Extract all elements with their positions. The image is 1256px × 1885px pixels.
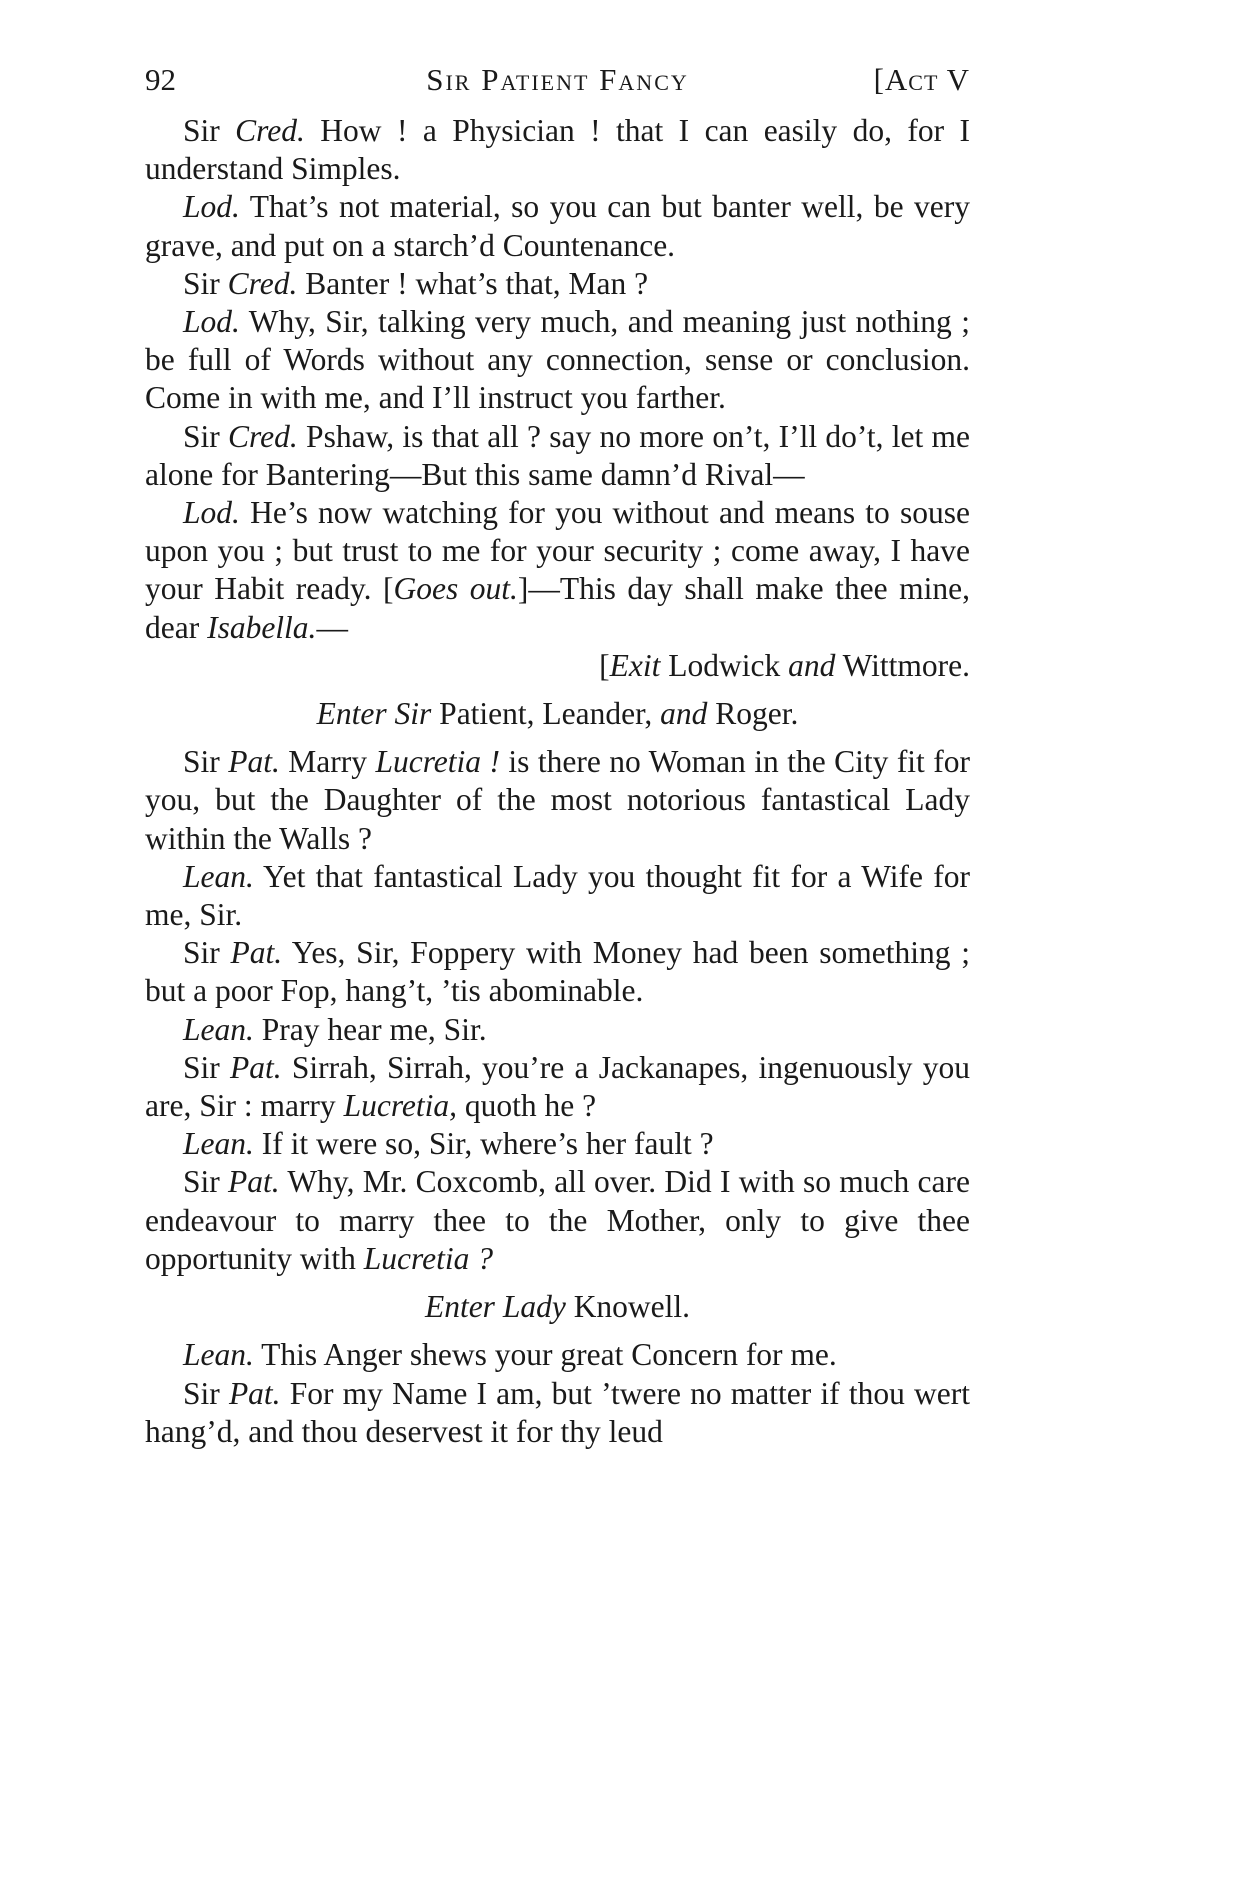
character-name: Isabella. [207, 609, 317, 645]
entrance-direction-1: Enter Sir Patient, Leander, and Roger. [316, 696, 799, 732]
speaker-name: Lod. [183, 189, 240, 225]
speech-sir-cred-3: Sir Cred. Pshaw, is that all ? say no more on’t, I’ll do’t, let me alone for Bantering—But this same damn’d Rival— [145, 418, 970, 492]
running-header [145, 62, 970, 106]
speaker-name: Lean. [183, 1126, 254, 1162]
speaker-name: Pat. [228, 744, 280, 780]
speaker-name: Lean. [183, 858, 254, 894]
page-number: 92 [145, 62, 176, 97]
stage-direction: Goes out. [393, 571, 518, 607]
speaker-name: Pat. [228, 1375, 281, 1411]
speech-sir-pat-1: Sir Pat. Marry Lucretia ! is there no Woman in the City fit for you, but the Daughter of the most notorious fantastical Lady within the Walls ? [145, 744, 970, 856]
act-label: [Act V [873, 62, 970, 97]
entrance-direction-2: Enter Lady Knowell. [424, 1289, 691, 1325]
speech-lean-2: Lean. Pray hear me, Sir. [183, 1011, 487, 1047]
character-name: Lucretia ? [363, 1240, 493, 1276]
running-title: Sir Patient Fancy [426, 62, 689, 97]
speech-sir-pat-3: Sir Pat. Sirrah, Sirrah, you’re a Jackanapes, ingenuously you are, Sir : marry Lucretia, quoth he ? [145, 1049, 970, 1124]
speech-lean-3: Lean. If it were so, Sir, where’s her fault ? [183, 1126, 714, 1162]
speaker-name: Cred. [227, 265, 298, 301]
speech-lean-4: Lean. This Anger shews your great Concern for me. [183, 1337, 837, 1373]
speaker-name: Cred. [228, 418, 298, 454]
speaker-name: Lean. [183, 1337, 254, 1373]
speaker-name: Lod. [183, 304, 240, 340]
character-name: Lucretia, [343, 1088, 458, 1124]
speech-sir-pat-4: Sir Pat. Why, Mr. Coxcomb, all over. Did I with so much care endeavour to marry thee to the Mother, only to give thee opportunity with Lucretia ? [145, 1164, 970, 1276]
exit-direction: [Exit Lodwick and Wittmore. [599, 647, 970, 683]
speech-lean-1: Lean. Yet that fantastical Lady you thought fit for a Wife for me, Sir. [145, 858, 970, 933]
speech-lod-3: Lod. He’s now watching for you without and means to souse upon you ; but trust to me for your security ; come away, I have your Habit ready. [Goes out.]—This day shall make thee mine, dear Isabella.— [145, 495, 970, 645]
speaker-name: Cred. [235, 113, 305, 148]
character-name: Lucretia ! [375, 744, 500, 780]
speech-lod-1: Lod. That’s not material, so you can but banter well, be very grave, and put on a starch’d Countenance. [145, 189, 970, 263]
speaker-name: Pat. [230, 935, 283, 971]
speaker-name: Pat. [230, 1049, 282, 1085]
speech-sir-pat-2: Sir Pat. Yes, Sir, Foppery with Money had been something ; but a poor Fop, hang’t, ’tis abominable. [145, 935, 970, 1009]
speaker-name: Lean. [183, 1011, 254, 1047]
speaker-name: Lod. [183, 495, 240, 531]
speech-sir-pat-5: Sir Pat. For my Name I am, but ’twere no matter if thou wert hang’d, and thou deservest it for thy leud [145, 1375, 970, 1449]
speaker-name: Pat. [228, 1164, 280, 1200]
speech-sir-cred-1: Sir Cred. How ! a Physician ! that I can easily do, for I understand Simples. [145, 113, 970, 187]
speech-sir-cred-2: Sir Cred. Banter ! what’s that, Man ? [183, 265, 649, 301]
speech-lod-2: Lod. Why, Sir, talking very much, and meaning just nothing ; be full of Words without any connection, sense or conclusion. Come in with me, and I’ll instruct you farther. [145, 304, 970, 416]
play-text [145, 112, 970, 1451]
